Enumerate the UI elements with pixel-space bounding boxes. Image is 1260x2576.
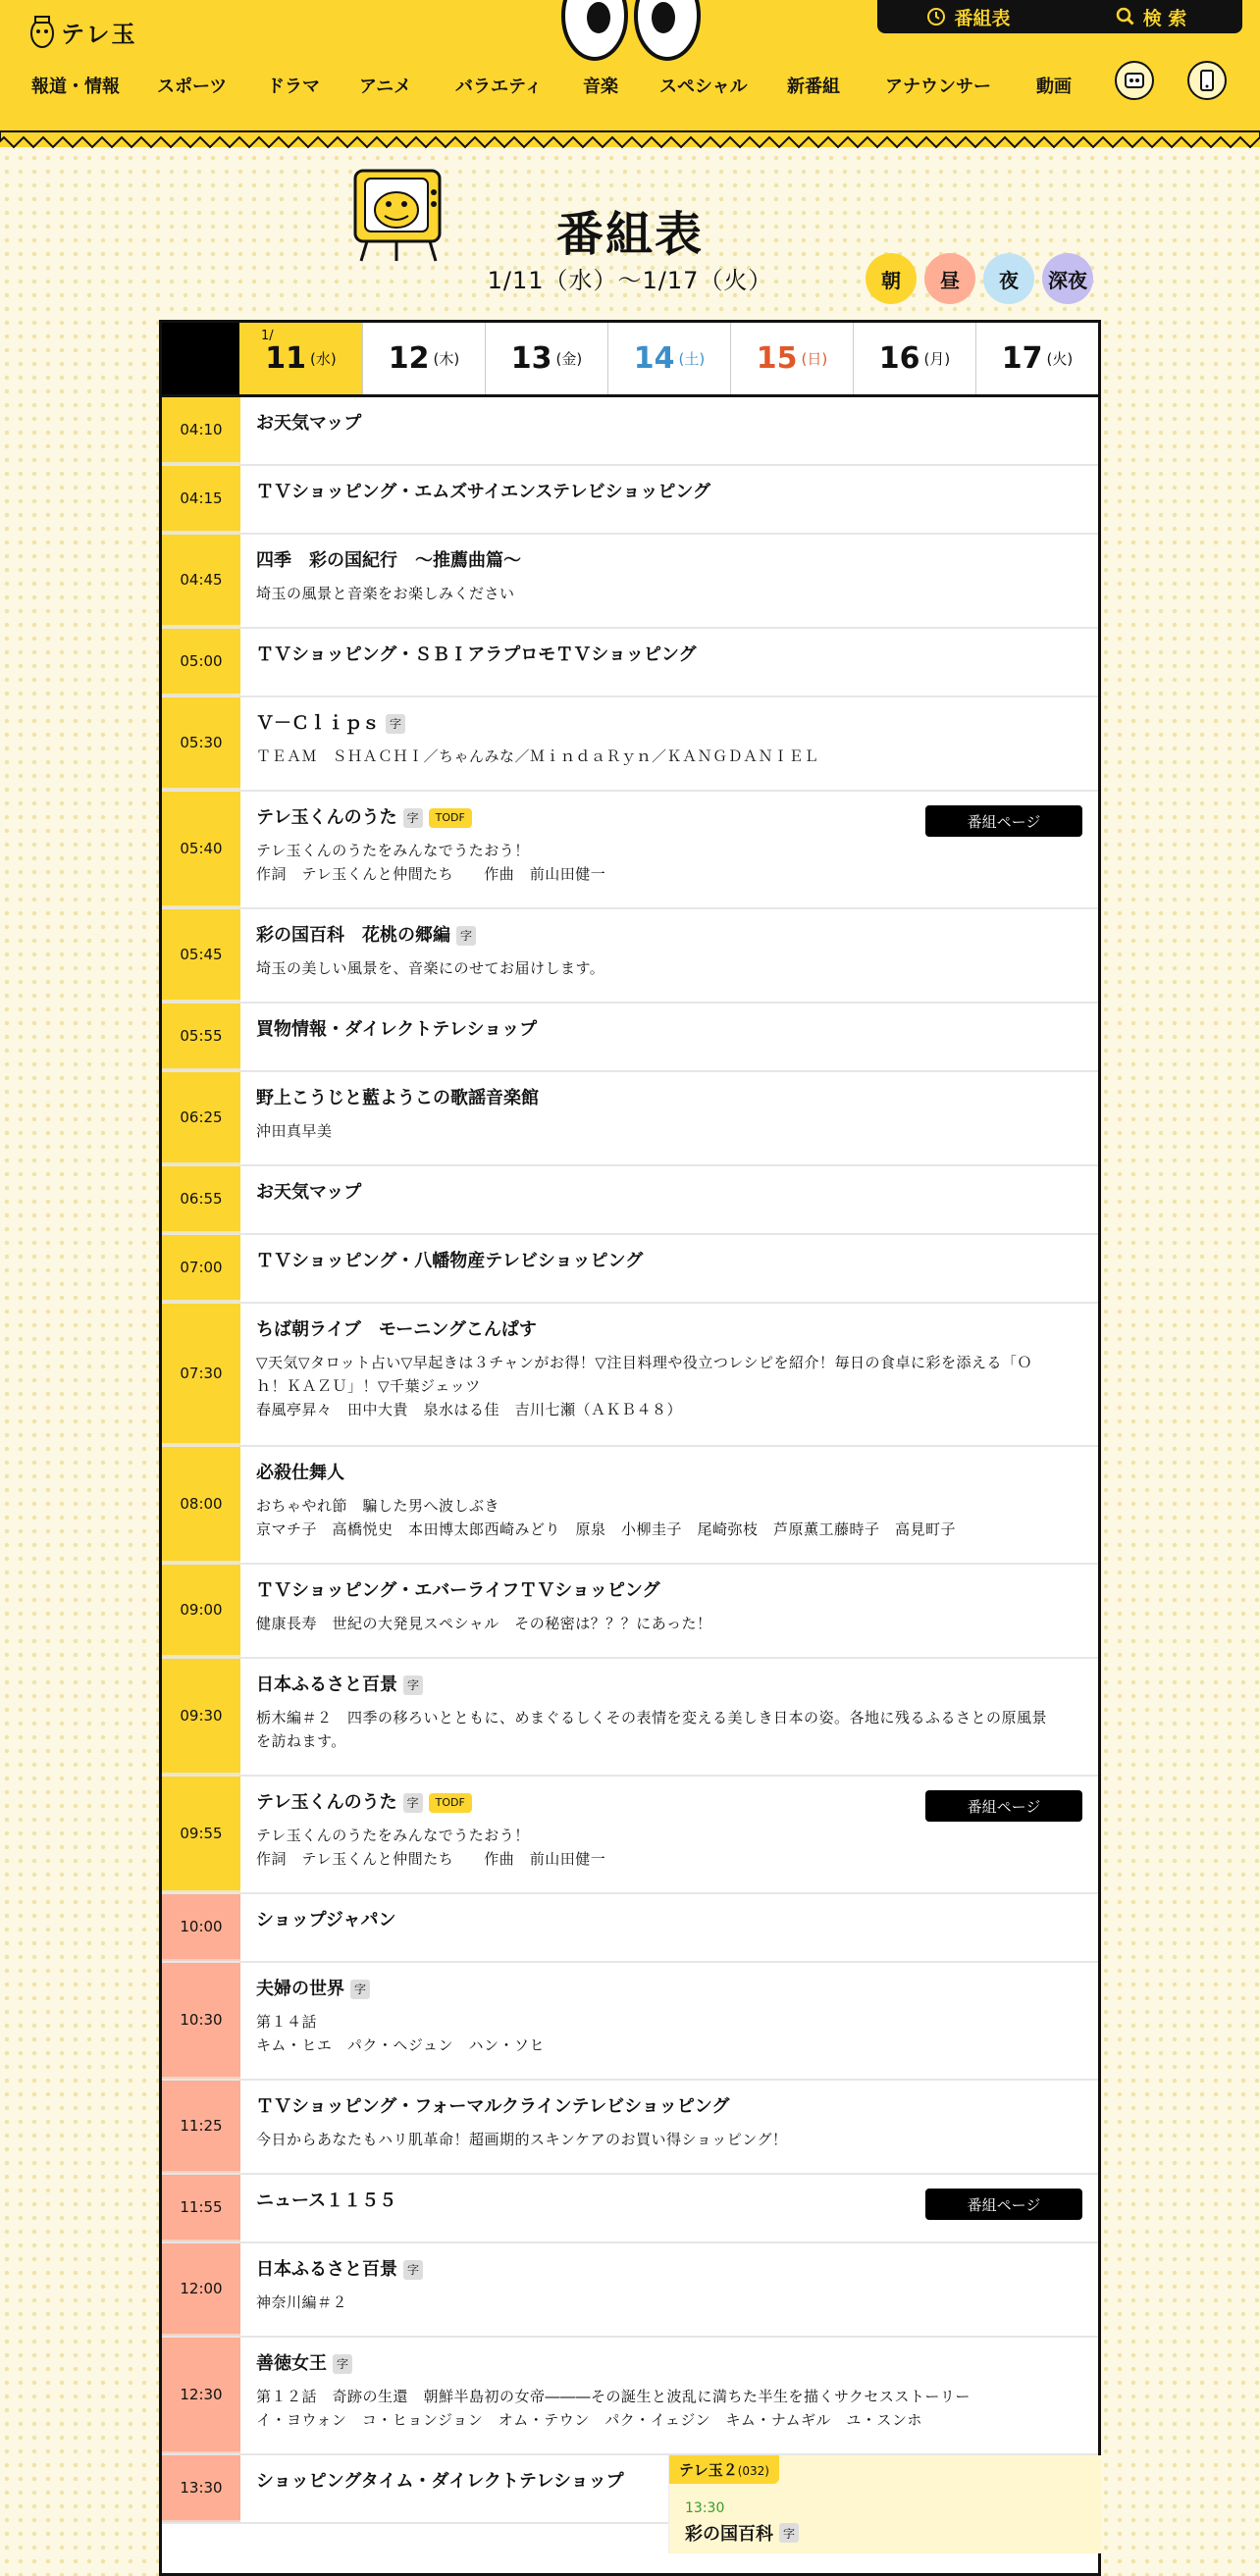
program-title[interactable] xyxy=(256,2096,1082,2118)
program-body xyxy=(240,1894,1098,1961)
day-tab-15[interactable] xyxy=(730,323,853,394)
nav-item-announcer[interactable]: アナウンサー xyxy=(885,77,991,97)
program-description-line: 春風亭昇々 田中大貴 泉水はる佳 吉川七瀬（ＡＫＢ４８） xyxy=(256,1401,683,1418)
program-title-text: テレ玉くんのうた xyxy=(256,807,397,828)
program-description xyxy=(256,956,1082,980)
program-title-text: 必殺仕舞人 xyxy=(256,1463,344,1483)
program-row[interactable] xyxy=(162,2081,1098,2175)
main-nav xyxy=(20,59,1246,112)
nav-item-special[interactable]: スペシャル xyxy=(659,77,748,97)
period-latenight-button[interactable]: 深夜 xyxy=(1042,253,1093,304)
mascot-eyes-icon xyxy=(559,0,703,61)
sub-channel-title-text: 彩の国百科 xyxy=(685,2524,773,2545)
program-description-line: を訪ねます。 xyxy=(256,1732,346,1750)
program-body xyxy=(240,1304,1098,1445)
program-description-line: 第１２話 奇跡の生還 朝鮮半島初の女帝―――その誕生と波乱に満ちた半生を描くサクセスストーリー xyxy=(256,2388,971,2405)
program-description xyxy=(256,582,1082,605)
program-row[interactable] xyxy=(162,697,1098,792)
program-description xyxy=(256,1494,1082,1541)
program-description xyxy=(256,745,1082,768)
program-description xyxy=(256,1706,1082,1753)
program-time: 05:30 xyxy=(162,697,240,790)
program-list xyxy=(162,397,1098,2545)
program-row[interactable] xyxy=(162,1166,1098,1235)
program-title-text: ＴＶショッピング・八幡物産テレビショッピング xyxy=(256,1251,644,1271)
site-logo[interactable] xyxy=(29,14,137,49)
nav-item-variety[interactable]: バラエティ xyxy=(455,77,543,97)
program-time: 10:30 xyxy=(162,1963,240,2079)
program-title-text: ＴＶショッピング・エムズサイエンステレビショッピング xyxy=(256,482,710,502)
program-time: 12:30 xyxy=(162,2338,240,2453)
program-description-line: ▽天気▽タロット占い▽早起きは３チャンがお得！▽注目料理や役立つレシピを紹介！毎日の食卓に彩を添える「Ｏ xyxy=(256,1354,1033,1371)
program-title[interactable] xyxy=(256,413,1082,435)
program-description-line: おちゃやれ節 騙した男へ波しぶき xyxy=(256,1497,500,1515)
day-month-label: 1/ xyxy=(261,329,274,343)
program-body xyxy=(240,397,1098,464)
day-tab-17[interactable] xyxy=(975,323,1098,394)
program-time: 07:00 xyxy=(162,1235,240,1302)
day-number: 11 xyxy=(265,341,307,376)
site-header xyxy=(0,0,1260,147)
program-description-line: 健康長寿 世紀の大発見スペシャル その秘密は？？？にあった！ xyxy=(256,1615,712,1632)
program-title-text: ショッピングタイム・ダイレクトテレショップ xyxy=(256,2471,624,2492)
program-title[interactable] xyxy=(256,1182,1082,1204)
period-night-button[interactable]: 夜 xyxy=(983,253,1034,304)
program-time: 12:00 xyxy=(162,2243,240,2336)
program-title[interactable] xyxy=(256,1979,1082,2000)
program-time: 05:40 xyxy=(162,792,240,907)
schedule-button[interactable] xyxy=(877,4,1060,30)
subtitle-badge: 字 xyxy=(456,926,476,946)
program-time: 05:45 xyxy=(162,909,240,1002)
program-row[interactable] xyxy=(162,792,1098,909)
program-time: 07:30 xyxy=(162,1304,240,1445)
day-weekday: (金) xyxy=(555,350,583,368)
program-title[interactable] xyxy=(256,2353,1082,2375)
schedule-table xyxy=(159,320,1101,2576)
program-row[interactable] xyxy=(162,1235,1098,1304)
program-row[interactable] xyxy=(162,629,1098,697)
program-description-line: 作詞 テレ玉くんと仲間たち 作曲 前山田健一 xyxy=(256,865,606,883)
program-title[interactable] xyxy=(256,482,1082,503)
program-body xyxy=(240,2175,1098,2241)
nav-item-news[interactable]: 報道・情報 xyxy=(31,77,120,97)
program-time: 04:10 xyxy=(162,397,240,464)
program-title[interactable] xyxy=(256,2259,1082,2281)
program-title[interactable] xyxy=(256,644,1082,666)
program-description-line: 第１４話 xyxy=(256,2013,318,2031)
subtitle-badge: 字 xyxy=(386,714,405,734)
program-row[interactable] xyxy=(162,1565,1098,1659)
program-time: 05:00 xyxy=(162,629,240,696)
nav-item-new[interactable]: 新番組 xyxy=(787,77,840,97)
program-row[interactable] xyxy=(162,1963,1098,2081)
sub-channel-title xyxy=(685,2520,799,2546)
program-body xyxy=(240,909,1098,1002)
period-morning-button[interactable]: 朝 xyxy=(866,253,917,304)
sub-channel-panel[interactable] xyxy=(668,2455,1101,2553)
program-title-text: ＴＶショッピング・ＳＢＩアラプロモＴＶショッピング xyxy=(256,644,697,665)
nav-item-music[interactable]: 音楽 xyxy=(583,77,618,97)
day-number: 15 xyxy=(756,341,798,376)
program-row[interactable] xyxy=(162,2243,1098,2338)
program-title[interactable] xyxy=(256,1463,1082,1484)
nav-item-drama[interactable]: ドラマ xyxy=(267,77,320,97)
program-title-text: 夫婦の世界 xyxy=(256,1979,344,1999)
program-title-text: ちば朝ライブ モーニングこんぱす xyxy=(256,1319,537,1340)
program-title-text: 買物情報・ダイレクトテレショップ xyxy=(256,1019,538,1040)
day-weekday: (土) xyxy=(678,350,706,368)
day-tabs xyxy=(162,323,1098,397)
program-title-text: 日本ふるさと百景 xyxy=(256,2259,397,2280)
program-description-line: テレ玉くんのうたをみんなでうたおう！ xyxy=(256,842,530,859)
program-description xyxy=(256,2010,1082,2057)
program-body xyxy=(240,2243,1098,2336)
program-description-line: 埼玉の美しい風景を、音楽にのせてお届けします。 xyxy=(256,959,605,977)
program-row[interactable] xyxy=(162,1304,1098,1447)
nav-item-video[interactable]: 動画 xyxy=(1036,77,1072,97)
subtitle-badge: 字 xyxy=(403,1793,423,1813)
program-title-text: 善徳女王 xyxy=(256,2353,327,2374)
logo-text: テレ玉 xyxy=(61,20,137,48)
program-title-text: ショップジャパン xyxy=(256,1910,396,1931)
day-weekday: (木) xyxy=(433,350,460,368)
program-title-text: 日本ふるさと百景 xyxy=(256,1674,397,1695)
day-weekday: (水) xyxy=(310,350,337,368)
program-title-text: 彩の国百科 花桃の郷編 xyxy=(256,925,450,946)
program-row[interactable] xyxy=(162,1072,1098,1166)
day-tab-14[interactable] xyxy=(607,323,730,394)
program-title-text: 野上こうじと藍ようこの歌謡音楽館 xyxy=(256,1088,539,1108)
program-body xyxy=(240,1565,1098,1657)
program-description xyxy=(256,839,1082,886)
program-body xyxy=(240,792,1098,907)
program-title-text: ＴＶショッピング・フォーマルクラインテレビショッピング xyxy=(256,2096,730,2117)
day-tab-13[interactable] xyxy=(485,323,607,394)
program-title[interactable] xyxy=(256,550,1082,572)
program-time: 13:30 xyxy=(162,2455,240,2522)
teletama-circle-link[interactable] xyxy=(1115,61,1154,100)
phone-icon xyxy=(1194,68,1220,93)
program-description xyxy=(256,2128,1082,2151)
program-time: 06:55 xyxy=(162,1166,240,1233)
todf-badge: TODF xyxy=(429,1793,472,1813)
sub-channel-name: テレ玉２ xyxy=(679,2461,738,2479)
program-description xyxy=(256,1119,1082,1143)
program-time: 09:55 xyxy=(162,1777,240,1892)
subtitle-badge: 字 xyxy=(333,2354,352,2374)
teletama-robo-icon xyxy=(1122,68,1147,93)
program-body xyxy=(240,697,1098,790)
program-title-text: テレ玉くんのうた xyxy=(256,1792,397,1813)
program-body xyxy=(240,1777,1098,1892)
program-title-text: Ｖ－Ｃｌｉｐｓ xyxy=(256,713,380,734)
program-row[interactable] xyxy=(162,1777,1098,1894)
program-description-line: 埼玉の風景と音楽をお楽しみください xyxy=(256,585,515,602)
program-body xyxy=(240,629,1098,696)
program-description xyxy=(256,1612,1082,1635)
program-row[interactable] xyxy=(162,1659,1098,1777)
nav-item-sports[interactable]: スポーツ xyxy=(157,77,228,97)
day-tab-16[interactable] xyxy=(853,323,975,394)
program-time: 05:55 xyxy=(162,1004,240,1070)
program-title[interactable] xyxy=(256,1088,1082,1109)
program-page-button[interactable]: 番組ページ xyxy=(925,1790,1082,1822)
subtitle-badge: 字 xyxy=(350,1980,370,1999)
program-time: 09:30 xyxy=(162,1659,240,1775)
program-description-line: キム・ヒエ パク・ヘジュン ハン・ソヒ xyxy=(256,2036,546,2054)
header-zigzag-edge xyxy=(0,131,1260,151)
day-number: 16 xyxy=(878,341,920,376)
program-body xyxy=(240,2338,1098,2453)
program-title[interactable] xyxy=(256,713,1082,735)
period-selector xyxy=(866,253,1093,304)
program-row[interactable] xyxy=(162,535,1098,629)
program-description-line: イ・ヨウォン コ・ヒョンジョン オム・テウン パク・イェジン キム・ナムギル ユ・スンホ xyxy=(256,2411,922,2429)
program-time: 11:55 xyxy=(162,2175,240,2241)
program-time: 08:00 xyxy=(162,1447,240,1563)
sub-channel-code: (032) xyxy=(737,2464,769,2478)
program-description-line: ｈ！ＫＡＺＵ」！▽千葉ジェッツ xyxy=(256,1377,481,1395)
day-weekday: (日) xyxy=(801,350,828,368)
subtitle-badge: 字 xyxy=(779,2523,799,2543)
program-description-line: 栃木編＃２ 四季の移ろいとともに、めまぐるしくその表情を変える美しき日本の姿。各地に残るふるさとの原風景 xyxy=(256,1709,1048,1726)
program-body xyxy=(240,2081,1098,2173)
program-description-line: 作詞 テレ玉くんと仲間たち 作曲 前山田健一 xyxy=(256,1850,606,1868)
date-range: 1/11（水）〜1/17（火） xyxy=(487,267,773,294)
subtitle-badge: 字 xyxy=(403,808,423,828)
program-title[interactable] xyxy=(256,1251,1082,1272)
program-body xyxy=(240,1447,1098,1563)
program-body xyxy=(240,466,1098,533)
program-description-line: 京マチ子 高橋悦史 本田博太郎西崎みどり 原泉 小柳圭子 尾崎弥枝 芦原薫工藤時子 高見町子 xyxy=(256,1520,957,1538)
top-button-bar xyxy=(877,0,1242,33)
program-description xyxy=(256,1824,1082,1871)
day-number: 17 xyxy=(1001,341,1043,376)
program-body xyxy=(240,1235,1098,1302)
program-row[interactable] xyxy=(162,1004,1098,1072)
program-title-text: お天気マップ xyxy=(256,1182,362,1203)
day-weekday: (月) xyxy=(923,350,951,368)
subtitle-badge: 字 xyxy=(403,1675,423,1695)
day-corner xyxy=(162,323,239,394)
todf-badge: TODF xyxy=(429,808,472,828)
nav-item-anime[interactable]: アニメ xyxy=(359,77,412,97)
program-time: 11:25 xyxy=(162,2081,240,2173)
schedule-button-label: 番組表 xyxy=(954,7,1011,29)
program-description-line: 沖田真早美 xyxy=(256,1122,333,1140)
mascot-logo-icon xyxy=(29,14,55,49)
program-description-line: テレ玉くんのうたをみんなでうたおう！ xyxy=(256,1827,530,1844)
program-row[interactable] xyxy=(162,2338,1098,2455)
program-description xyxy=(256,2385,1082,2432)
program-body xyxy=(240,1963,1098,2079)
program-row[interactable] xyxy=(162,909,1098,1004)
teletama-app-circle-link[interactable] xyxy=(1187,61,1227,100)
program-body xyxy=(240,1166,1098,1233)
program-body xyxy=(240,1004,1098,1070)
page-title: 番組表 xyxy=(555,207,704,262)
program-time: 09:00 xyxy=(162,1565,240,1657)
program-description-line: 今日からあなたもハリ肌革命！超画期的スキンケアのお買い得ショッピング！ xyxy=(256,2131,788,2148)
program-time: 06:25 xyxy=(162,1072,240,1164)
program-row[interactable] xyxy=(162,466,1098,535)
day-weekday: (火) xyxy=(1046,350,1074,368)
day-tab-12[interactable] xyxy=(362,323,485,394)
program-title[interactable] xyxy=(256,925,1082,947)
sub-channel-label xyxy=(669,2455,779,2484)
program-row[interactable] xyxy=(162,2175,1098,2243)
day-number: 12 xyxy=(388,341,430,376)
program-row[interactable] xyxy=(162,397,1098,466)
program-title-text: ニュース１１５５ xyxy=(256,2190,397,2211)
period-noon-button[interactable]: 昼 xyxy=(924,253,975,304)
day-number: 14 xyxy=(633,341,675,376)
program-body xyxy=(240,1659,1098,1775)
program-description xyxy=(256,2291,1082,2314)
program-description-line: ＴＥＡＭ ＳＨＡＣＨＩ／ちゃんみな／ＭｉｎｄａＲｙｎ／ＫＡＮＧＤＡＮＩＥＬ xyxy=(256,747,819,765)
program-title-text: ＴＶショッピング・エバーライフＴＶショッピング xyxy=(256,1580,660,1601)
program-time: 10:00 xyxy=(162,1894,240,1961)
program-row[interactable] xyxy=(162,2455,1098,2545)
program-title[interactable] xyxy=(256,1319,1082,1341)
clock-icon xyxy=(926,7,946,26)
subtitle-badge: 字 xyxy=(403,2260,423,2280)
program-description-line: 神奈川編＃２ xyxy=(256,2293,348,2311)
search-button-label: 検 索 xyxy=(1142,7,1187,29)
program-title[interactable] xyxy=(256,1019,1082,1041)
program-row[interactable] xyxy=(162,1894,1098,1963)
sub-channel-time: 13:30 xyxy=(685,2500,725,2516)
search-button[interactable] xyxy=(1060,4,1242,30)
program-body xyxy=(240,1072,1098,1164)
program-title-text: お天気マップ xyxy=(256,413,362,434)
day-number: 13 xyxy=(510,341,552,376)
program-description xyxy=(256,1351,1082,1421)
day-tab-11[interactable] xyxy=(239,323,362,394)
program-title[interactable] xyxy=(256,1910,1082,1932)
program-title[interactable] xyxy=(256,1580,1082,1602)
program-title-text: 四季 彩の国紀行 ～推薦曲篇～ xyxy=(256,550,521,571)
program-time: 04:45 xyxy=(162,535,240,627)
search-icon xyxy=(1116,7,1135,26)
program-body xyxy=(240,535,1098,627)
program-page-button[interactable]: 番組ページ xyxy=(925,2189,1082,2220)
program-time: 04:15 xyxy=(162,466,240,533)
program-title[interactable] xyxy=(256,1674,1082,1696)
program-row[interactable] xyxy=(162,1447,1098,1565)
program-page-button[interactable]: 番組ページ xyxy=(925,805,1082,837)
